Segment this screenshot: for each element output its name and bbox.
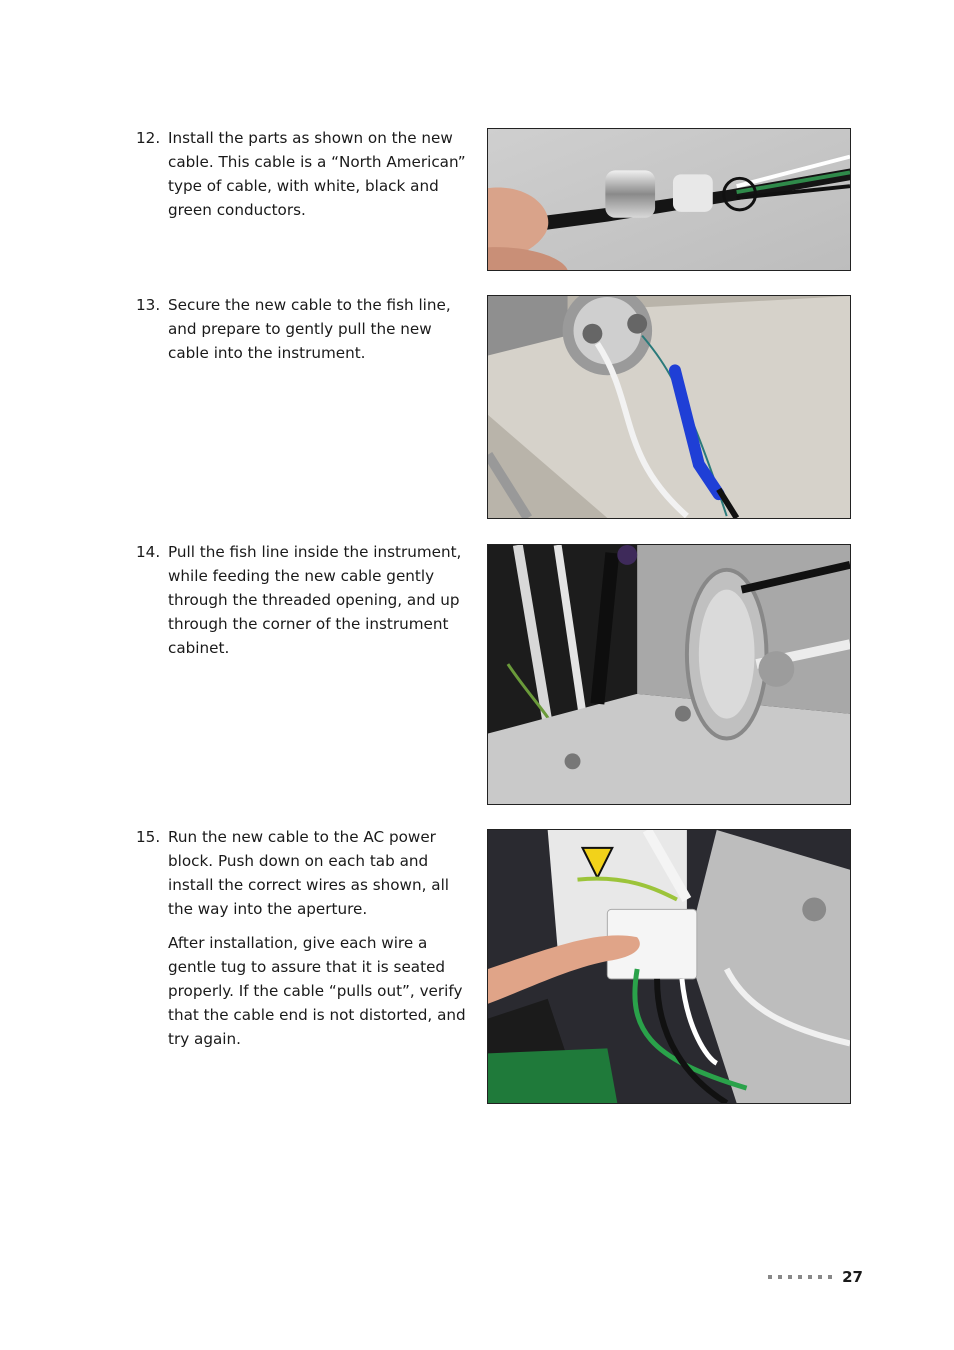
step-number: 15.	[136, 828, 161, 846]
step-text: Install the parts as shown on the new cable. This cable is a “North American” type of cable, with white, black and green conductors.	[168, 129, 466, 219]
step-text: After installation, give each wire a gentle tug to assure that it is seated properly. If the cable “pulls out”, verify that the cable end is not distorted, and try again.	[168, 934, 466, 1048]
step-text: Run the new cable to the AC power block. Push down on each tab and install the correct wires as shown, all the way into the aperture.	[168, 828, 450, 918]
photo-fish-line	[487, 295, 851, 519]
step-12	[136, 126, 472, 222]
photo-ac-power-block	[487, 829, 851, 1104]
step-number: 14.	[136, 543, 161, 561]
page-number: 27	[842, 1268, 863, 1286]
step-13	[136, 293, 472, 365]
footer-dots	[768, 1275, 832, 1279]
step-14	[136, 540, 472, 660]
step-text: Secure the new cable to the fish line, and prepare to gently pull the new cable into the instrument.	[168, 296, 451, 362]
page-footer	[768, 1268, 863, 1286]
step-text: Pull the fish line inside the instrument, while feeding the new cable gently through the threaded opening, and up through the corner of the instrument cabinet.	[168, 543, 462, 657]
photo-pull-fish-line	[487, 544, 851, 805]
step-number: 13.	[136, 296, 161, 314]
step-15	[136, 825, 472, 1051]
photo-cable-parts	[487, 128, 851, 271]
step-number: 12.	[136, 129, 161, 147]
